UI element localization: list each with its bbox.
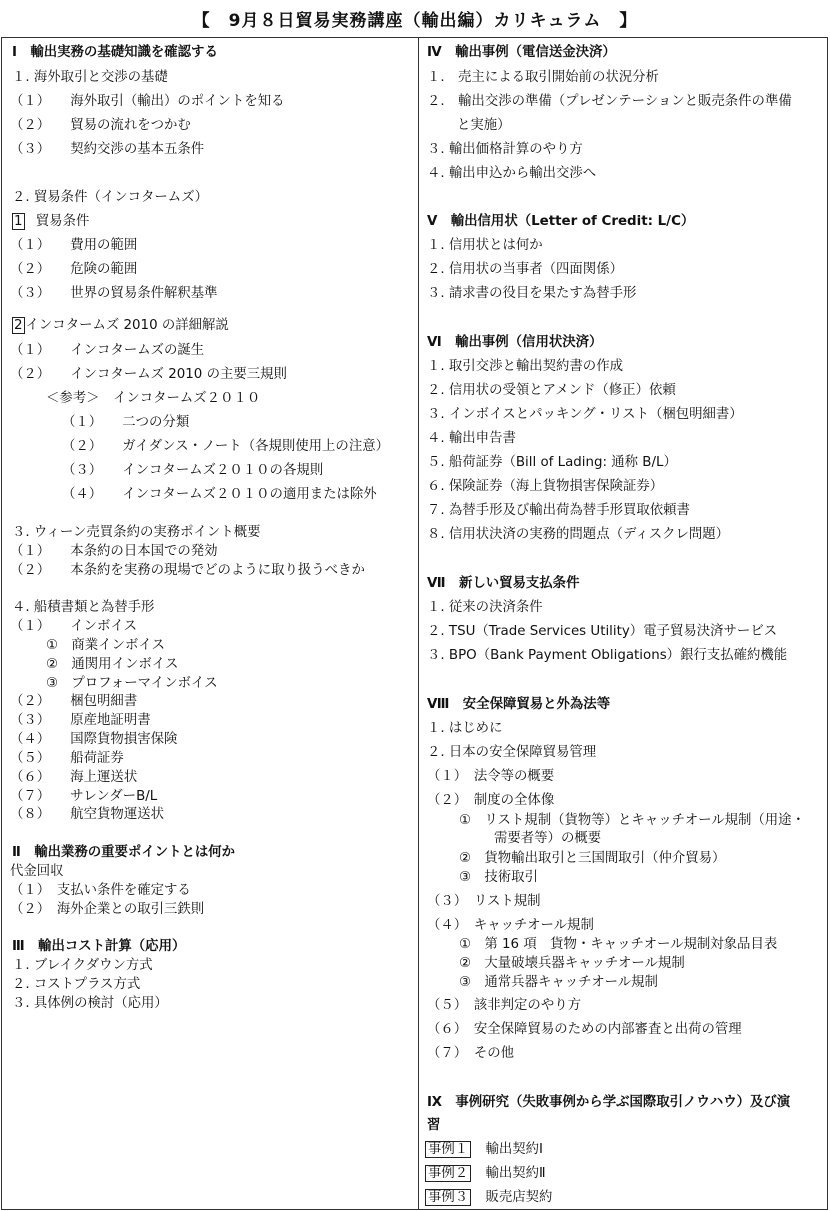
item-1-4-3: （３） 原産地証明書 — [10, 713, 151, 728]
item-1-4-7: （７） サレンダーB/L — [10, 789, 158, 804]
item-2-1: （１） 支払い条件を確定する — [10, 883, 191, 898]
section-6-heading: Ⅵ 輸出事例（信用状決済） — [427, 335, 603, 350]
item-8-1: １. はじめに — [427, 721, 503, 736]
item-8-2-6: （６） 安全保障貿易のための内部審査と出荷の管理 — [427, 1022, 742, 1037]
item-1-4-1-a: ① 商業インボイス — [46, 638, 165, 653]
item-1-3: ３. ウィーン売買条約の実務ポイント概要 — [12, 525, 261, 540]
item-8-2-4-c: ③ 通常兵器キャッチオール規制 — [459, 975, 658, 990]
section-7-heading: Ⅶ 新しい貿易支払条件 — [427, 576, 580, 591]
section-9-heading-cont: 習 — [427, 1118, 441, 1133]
item-1-1-2: （２） 貿易の流れをつかむ — [10, 118, 191, 133]
section-4-heading: Ⅳ 輸出事例（電信送金決済） — [427, 45, 616, 60]
item-4-3: ３. 輸出価格計算のやり方 — [427, 142, 583, 157]
item-1-1: １. 海外取引と交渉の基礎 — [12, 70, 168, 85]
item-7-2: ２. TSU（Trade Services Utility）電子貿易決済サービス — [427, 624, 778, 639]
item-7-3: ３. BPO（Bank Payment Obligations）銀行支払確約機能 — [427, 648, 788, 663]
item-1-2b-2: （２） インコタームズ 2010 の主要三規則 — [10, 367, 287, 382]
section-5-heading: Ⅴ 輸出信用状（Letter of Credit: L/C） — [427, 214, 695, 229]
item-1-4-5: （５） 船荷証券 — [10, 751, 124, 766]
case-study-3-title: 販売店契約 — [485, 1190, 553, 1205]
item-6-6: ６. 保険証券（海上貨物損害保険証券） — [427, 479, 664, 494]
right-column — [419, 38, 828, 1209]
item-4-1: １. 売主による取引開始前の状況分析 — [427, 70, 659, 85]
item-1-4: ４. 船積書類と為替手形 — [12, 600, 155, 615]
boxed-subheading-1 — [12, 213, 89, 231]
item-4-2-cont: と実施） — [457, 118, 511, 133]
item-1-3-2: （２） 本条約を実務の現場でどのように取り扱うべきか — [10, 563, 365, 578]
item-2-2: （２） 海外企業との取引三鉄則 — [10, 902, 205, 917]
case-study-1-label: 事例１ — [425, 1141, 471, 1158]
item-1-1-1: （１） 海外取引（輸出）のポイントを知る — [10, 94, 285, 109]
item-6-3: ３. インボイスとパッキング・リスト（梱包明細書） — [427, 407, 743, 422]
case-study-2-title: 輸出契約Ⅱ — [485, 1166, 546, 1181]
item-8-2-5: （５） 該非判定のやり方 — [427, 998, 581, 1013]
section-8-heading: Ⅷ 安全保障貿易と外為法等 — [427, 697, 611, 712]
item-8-2-2-a-cont: 需要者等）の概要 — [494, 831, 602, 846]
item-6-8: ８. 信用状決済の実務的問題点（ディスクレ問題） — [427, 527, 730, 542]
item-6-5: ５. 船荷証券（Bill of Lading: 通称 B/L） — [427, 455, 677, 470]
item-8-2-2: （２） 制度の全体像 — [427, 793, 555, 808]
reference-heading: ＜参考＞ インコタームズ２０１０ — [46, 391, 261, 406]
item-8-2-2-c: ③ 技術取引 — [459, 870, 538, 885]
item-8-2-2-b: ② 貨物輸出取引と三国間取引（仲介貿易） — [459, 851, 726, 866]
item-6-2: ２. 信用状の受領とアメンド（修正）依頼 — [427, 383, 676, 398]
item-1-3-1: （１） 本条約の日本国での発効 — [10, 544, 218, 559]
item-3-2: ２. コストプラス方式 — [12, 977, 141, 992]
item-1-4-2: （２） 梱包明細書 — [10, 694, 138, 709]
page-title: 【 9月８日貿易実務講座（輸出編）カリキュラム 】 — [192, 11, 638, 31]
section-1-heading: Ⅰ 輸出実務の基礎知識を確認する — [12, 45, 218, 60]
item-4-2: ２. 輸出交渉の準備（プレゼンテーションと販売条件の準備 — [427, 94, 792, 109]
item-1-4-1-b: ② 通関用インボイス — [46, 657, 179, 672]
section-9-heading: Ⅸ 事例研究（失敗事例から学ぶ国際取引ノウハウ）及び演 — [427, 1095, 791, 1110]
item-8-2-4: （４） キャッチオール規制 — [427, 918, 594, 933]
item-8-2-7: （７） その他 — [427, 1046, 515, 1061]
item-1-2b-1: （１） インコタームズの誕生 — [10, 343, 205, 358]
item-3-3: ３. 具体例の検討（応用） — [12, 996, 168, 1011]
box-number-2: 2 — [14, 318, 23, 333]
section-3-heading: Ⅲ 輸出コスト計算（応用） — [12, 939, 186, 954]
item-1-2-1: （１） 費用の範囲 — [10, 238, 138, 253]
item-1-1-3: （３） 契約交渉の基本五条件 — [10, 142, 205, 157]
item-3-1: １. ブレイクダウン方式 — [12, 958, 153, 973]
item-5-3: ３. 請求書の役目を果たす為替手形 — [427, 286, 637, 301]
item-1-2-3: （３） 世界の貿易条件解釈基準 — [10, 286, 218, 301]
case-study-2-label: 事例２ — [425, 1165, 471, 1182]
case-study-3-label: 事例３ — [425, 1189, 471, 1206]
curriculum-table — [1, 37, 828, 1210]
reference-item-2: （２） ガイダンス・ノート（各規則使用上の注意） — [62, 439, 389, 454]
item-1-2-2: （２） 危険の範囲 — [10, 262, 138, 277]
case-study-1-title: 輸出契約Ⅰ — [485, 1142, 543, 1157]
item-1-4-8: （８） 航空貨物運送状 — [10, 807, 164, 822]
item-8-2: ２. 日本の安全保障貿易管理 — [427, 745, 597, 760]
reference-item-1: （１） 二つの分類 — [62, 415, 190, 430]
item-7-1: １. 従来の決済条件 — [427, 600, 543, 615]
item-5-1: １. 信用状とは何か — [427, 238, 543, 253]
case-study-3 — [425, 1189, 552, 1207]
case-study-1 — [425, 1141, 543, 1159]
boxed-subheading-2-text: インコタームズ 2010 の詳細解説 — [25, 318, 229, 333]
item-5-2: ２. 信用状の当事者（四面関係） — [427, 262, 623, 277]
item-1-4-1: （１） インボイス — [10, 619, 138, 634]
item-8-2-3: （３） リスト規制 — [427, 894, 541, 909]
item-1-4-1-c: ③ プロフォーマインボイス — [46, 676, 218, 691]
section-2-subheading: 代金回収 — [10, 864, 64, 879]
item-8-2-2-a: ① リスト規制（貨物等）とキャッチオール規制（用途・ — [459, 813, 805, 828]
item-6-4: ４. 輸出申告書 — [427, 431, 516, 446]
item-1-4-4: （４） 国際貨物損害保険 — [10, 732, 178, 747]
item-6-1: １. 取引交渉と輸出契約書の作成 — [427, 359, 623, 374]
case-study-2 — [425, 1165, 546, 1183]
item-8-2-4-b: ② 大量破壊兵器キャッチオール規制 — [459, 956, 685, 971]
item-6-7: ７. 為替手形及び輸出荷為替手形買取依頼書 — [427, 503, 690, 518]
item-8-2-1: （１） 法令等の概要 — [427, 769, 555, 784]
boxed-subheading-2 — [12, 317, 229, 335]
reference-item-4: （４） インコタームズ２０１０の適用または除外 — [62, 487, 377, 502]
item-1-2: ２. 貿易条件（インコタームズ） — [12, 190, 208, 205]
item-8-2-4-a: ① 第 16 項 貨物・キャッチオール規制対象品目表 — [459, 937, 778, 952]
item-1-4-6: （６） 海上運送状 — [10, 770, 138, 785]
item-4-4: ４. 輸出申込から輸出交渉へ — [427, 166, 597, 181]
left-column — [2, 38, 418, 1209]
boxed-subheading-1-text: 貿易条件 — [35, 214, 90, 229]
box-number-1: 1 — [14, 214, 23, 229]
reference-item-3: （３） インコタームズ２０１０の各規則 — [62, 463, 324, 478]
section-2-heading: Ⅱ 輸出業務の重要ポイントとは何か — [12, 845, 236, 860]
